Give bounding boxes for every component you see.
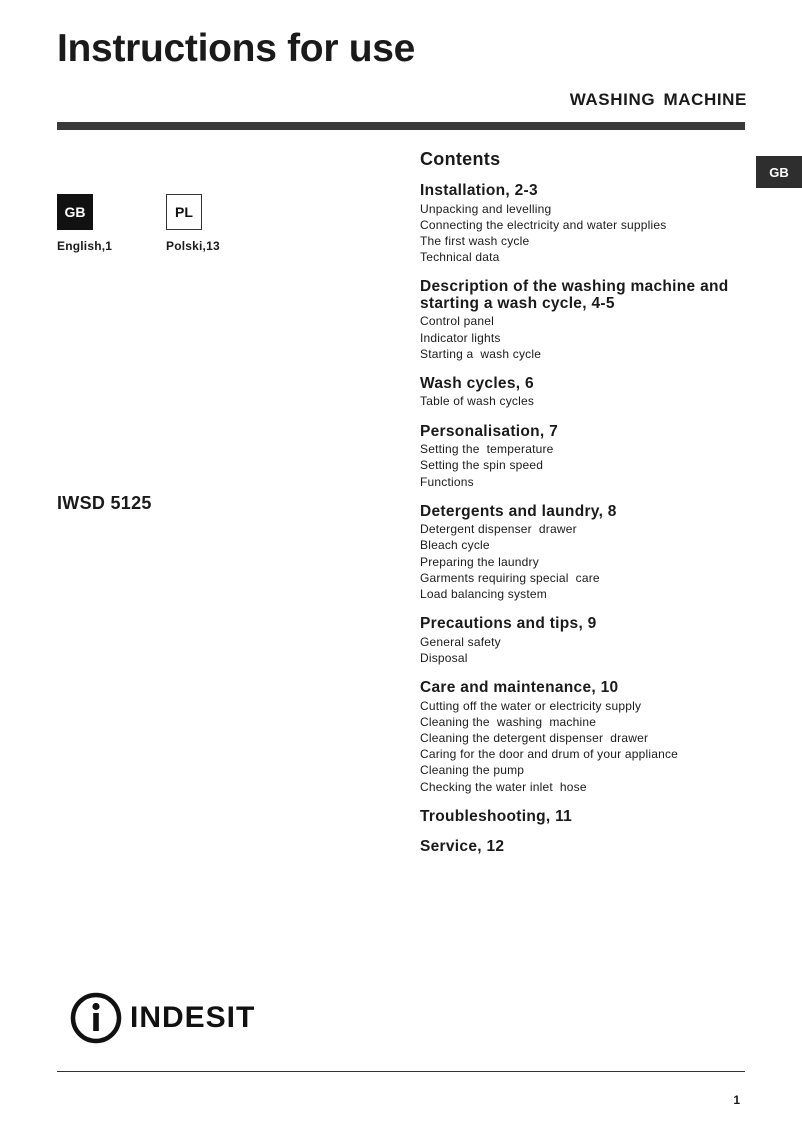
indesit-logo-icon [70, 992, 124, 1044]
language-caption-pl: Polski,13 [166, 239, 220, 253]
table-of-contents [420, 148, 750, 870]
section-item[interactable]: Detergent dispenser drawer [420, 522, 577, 537]
section-item[interactable]: General safety [420, 634, 501, 649]
model-number: IWSD 5125 [57, 493, 152, 513]
section-item[interactable]: Unpacking and levelling [420, 201, 552, 216]
brand-logo-text: INDESIT [130, 1001, 256, 1034]
section-item[interactable]: Cleaning the detergent dispenser drawer [420, 731, 649, 746]
document-title: Instructions for use [57, 27, 416, 70]
section-title[interactable]: Care and maintenance, 10 [420, 679, 619, 697]
section-items [420, 441, 750, 490]
section-item[interactable]: Load balancing system [420, 587, 547, 602]
language-code-pl: PL [166, 194, 202, 230]
language-code-gb: GB [57, 194, 93, 230]
section-item[interactable]: Starting a wash cycle [420, 346, 542, 361]
section-title[interactable]: Description of the washing machine and starting a wash cycle, 4-5 [420, 278, 729, 312]
document-subtitle: WASHING MACHINE [569, 90, 747, 109]
section-item[interactable]: Setting the spin speed [420, 458, 544, 473]
section-item[interactable]: Indicator lights [420, 330, 501, 345]
contents-section [420, 183, 750, 265]
section-items [420, 634, 750, 666]
contents-section [420, 504, 750, 603]
contents-section [420, 680, 750, 795]
section-item[interactable]: The first wash cycle [420, 233, 530, 248]
section-item[interactable]: Garments requiring special care [420, 570, 600, 585]
contents-sections [420, 183, 750, 856]
section-title[interactable]: Detergents and laundry, 8 [420, 502, 617, 520]
contents-section [420, 839, 750, 856]
section-title[interactable]: Wash cycles, 6 [420, 374, 534, 392]
language-side-tab: GB [756, 156, 802, 188]
contents-section [420, 376, 750, 410]
contents-section [420, 616, 750, 666]
contents-section [420, 279, 750, 362]
section-title[interactable]: Troubleshooting, 11 [420, 807, 573, 825]
section-title[interactable]: Personalisation, 7 [420, 422, 559, 440]
section-item[interactable]: Disposal [420, 650, 468, 665]
section-title[interactable]: Service, 12 [420, 838, 505, 856]
section-item[interactable]: Bleach cycle [420, 538, 490, 553]
section-item[interactable]: Setting the temperature [420, 442, 554, 457]
section-item[interactable]: Caring for the door and drum of your appliance [420, 747, 679, 762]
section-items [420, 313, 750, 362]
section-item[interactable]: Connecting the electricity and water supplies [420, 217, 667, 232]
section-items [420, 201, 750, 266]
section-item[interactable]: Cutting off the water or electricity supply [420, 698, 642, 713]
section-item[interactable]: Control panel [420, 314, 494, 329]
section-item[interactable]: Preparing the laundry [420, 554, 539, 569]
section-item[interactable]: Functions [420, 474, 474, 489]
page-number: 1 [733, 1093, 740, 1107]
section-item[interactable]: Cleaning the pump [420, 763, 525, 778]
language-entry-pl[interactable] [166, 194, 246, 253]
section-items [420, 521, 750, 602]
section-items [420, 393, 750, 409]
section-items [420, 698, 750, 795]
contents-section [420, 424, 750, 490]
bottom-divider [57, 1071, 745, 1072]
language-caption-gb: English,1 [57, 239, 113, 253]
section-item[interactable]: Checking the water inlet hose [420, 779, 587, 794]
section-item[interactable]: Cleaning the washing machine [420, 714, 597, 729]
section-item[interactable]: Technical data [420, 250, 500, 265]
section-title[interactable]: Installation, 2-3 [420, 182, 538, 199]
language-entry-gb[interactable] [57, 194, 137, 253]
section-item[interactable]: Table of wash cycles [420, 394, 535, 409]
contents-heading: Contents [420, 149, 501, 169]
section-title[interactable]: Precautions and tips, 9 [420, 615, 597, 633]
top-divider [57, 122, 745, 130]
contents-section [420, 809, 750, 826]
brand-logo [70, 992, 270, 1044]
